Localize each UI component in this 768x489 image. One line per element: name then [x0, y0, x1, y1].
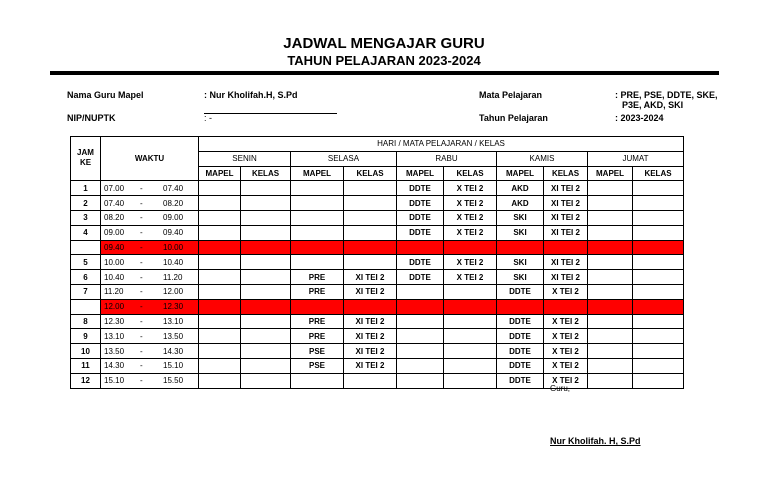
time-end: 14.30	[163, 346, 184, 356]
kelas-cell-kamis: XI TEI 2	[544, 255, 588, 270]
time-start: 08.20	[104, 213, 125, 223]
mapel-cell-senin	[199, 314, 241, 329]
jam-cell: 2	[71, 196, 101, 211]
mapel-cell-selasa	[291, 210, 344, 225]
mapel-cell-kamis: SKI	[497, 210, 544, 225]
kelas-cell-rabu: X TEI 2	[444, 181, 497, 196]
break-cell	[344, 240, 397, 255]
mapel-cell-jumat	[588, 196, 633, 211]
break-cell	[544, 240, 588, 255]
time-end: 11.20	[163, 272, 183, 282]
kelas-cell-rabu: X TEI 2	[444, 255, 497, 270]
break-cell	[199, 240, 241, 255]
kelas-cell-selasa	[344, 373, 397, 388]
time-start: 09.40	[104, 242, 125, 252]
kelas-subheader: KELAS	[544, 166, 588, 181]
break-cell	[497, 299, 544, 314]
mapel-cell-jumat	[588, 255, 633, 270]
kelas-cell-senin	[241, 270, 291, 285]
kelas-cell-selasa: XI TEI 2	[344, 270, 397, 285]
time-end: 15.10	[163, 361, 184, 371]
mapel-cell-rabu: DDTE	[397, 225, 444, 240]
nip-value: : -	[204, 113, 212, 123]
title-divider	[50, 71, 719, 75]
break-row	[71, 240, 684, 255]
jam-cell: 8	[71, 314, 101, 329]
time-separator: -	[140, 242, 143, 252]
time-separator: -	[140, 257, 143, 267]
break-cell	[497, 240, 544, 255]
mapel-cell-rabu: DDTE	[397, 255, 444, 270]
mapel-cell-rabu	[397, 358, 444, 373]
kelas-cell-kamis: X TEI 2	[544, 329, 588, 344]
mapel-cell-kamis: SKI	[497, 225, 544, 240]
break-cell	[291, 299, 344, 314]
mapel-cell-senin	[199, 225, 241, 240]
kelas-cell-kamis: XI TEI 2	[544, 270, 588, 285]
kelas-subheader: KELAS	[444, 166, 497, 181]
break-cell	[199, 299, 241, 314]
day-header-jumat: JUMAT	[588, 151, 684, 166]
table-row	[71, 344, 684, 359]
waktu-cell	[101, 373, 199, 388]
mapel-cell-kamis: AKD	[497, 181, 544, 196]
table-row	[71, 358, 684, 373]
time-separator: -	[140, 361, 143, 371]
mapel-cell-jumat	[588, 344, 633, 359]
waktu-cell	[101, 196, 199, 211]
tahun-label: Tahun Pelajaran	[479, 113, 548, 123]
mapel-cell-selasa: PRE	[291, 284, 344, 299]
kelas-cell-jumat	[633, 196, 684, 211]
time-start: 11.20	[104, 287, 124, 297]
kelas-cell-jumat	[633, 210, 684, 225]
mapel-cell-kamis: AKD	[497, 196, 544, 211]
mapel-cell-rabu	[397, 329, 444, 344]
mapel-cell-senin	[199, 210, 241, 225]
kelas-cell-jumat	[633, 373, 684, 388]
kelas-cell-senin	[241, 344, 291, 359]
jam-cell: 11	[71, 358, 101, 373]
time-end: 10.00	[163, 242, 184, 252]
jam-cell: 10	[71, 344, 101, 359]
kelas-cell-kamis: XI TEI 2	[544, 196, 588, 211]
kelas-cell-selasa	[344, 210, 397, 225]
break-cell	[291, 240, 344, 255]
time-end: 09.40	[163, 228, 184, 238]
mapel-cell-kamis: SKI	[497, 255, 544, 270]
table-row	[71, 255, 684, 270]
kelas-cell-rabu	[444, 314, 497, 329]
mapel-cell-senin	[199, 196, 241, 211]
mapel-subheader: MAPEL	[291, 166, 344, 181]
day-header-senin: SENIN	[199, 151, 291, 166]
time-start: 07.00	[104, 183, 125, 193]
kelas-cell-rabu: X TEI 2	[444, 270, 497, 285]
kelas-cell-selasa	[344, 255, 397, 270]
mapel-cell-selasa: PSE	[291, 358, 344, 373]
waktu-cell	[101, 314, 199, 329]
day-header-kamis: KAMIS	[497, 151, 588, 166]
time-separator: -	[140, 287, 143, 297]
mapel-cell-kamis: DDTE	[497, 314, 544, 329]
waktu-header: WAKTU	[101, 137, 199, 181]
mapel-subheader: MAPEL	[588, 166, 633, 181]
mapel-cell-jumat	[588, 225, 633, 240]
time-start: 13.10	[104, 331, 125, 341]
time-start: 15.10	[104, 376, 125, 386]
mapel-cell-rabu: DDTE	[397, 196, 444, 211]
mapel-cell-kamis: DDTE	[497, 358, 544, 373]
mapel-cell-selasa: PRE	[291, 270, 344, 285]
time-separator: -	[140, 213, 143, 223]
kelas-cell-senin	[241, 358, 291, 373]
waktu-cell	[101, 329, 199, 344]
break-cell	[588, 240, 633, 255]
time-end: 12.00	[163, 287, 184, 297]
table-row	[71, 373, 684, 388]
mapel-cell-senin	[199, 255, 241, 270]
kelas-cell-rabu	[444, 284, 497, 299]
kelas-cell-kamis: XI TEI 2	[544, 210, 588, 225]
kelas-cell-kamis: X TEI 2	[544, 373, 588, 388]
mapel-cell-senin	[199, 270, 241, 285]
break-cell	[241, 240, 291, 255]
mapel-cell-selasa: PRE	[291, 329, 344, 344]
kelas-cell-rabu: X TEI 2	[444, 210, 497, 225]
mapel-subheader: MAPEL	[497, 166, 544, 181]
jam-header: JAM KE	[71, 137, 101, 181]
waktu-cell	[101, 255, 199, 270]
table-row	[71, 284, 684, 299]
waktu-cell	[101, 240, 199, 255]
mapel-cell-jumat	[588, 270, 633, 285]
mapel-cell-senin	[199, 358, 241, 373]
jam-cell: 1	[71, 181, 101, 196]
mapel-cell-jumat	[588, 373, 633, 388]
mapel-cell-jumat	[588, 329, 633, 344]
mapel-cell-kamis: DDTE	[497, 344, 544, 359]
time-start: 10.40	[104, 272, 125, 282]
mapel-cell-senin	[199, 284, 241, 299]
kelas-cell-senin	[241, 329, 291, 344]
time-separator: -	[140, 346, 143, 356]
kelas-subheader: KELAS	[344, 166, 397, 181]
waktu-cell	[101, 358, 199, 373]
waktu-cell	[101, 299, 199, 314]
kelas-cell-jumat	[633, 329, 684, 344]
mapel-cell-selasa	[291, 255, 344, 270]
kelas-cell-selasa: XI TEI 2	[344, 329, 397, 344]
kelas-cell-rabu	[444, 358, 497, 373]
waktu-cell	[101, 210, 199, 225]
kelas-cell-rabu	[444, 344, 497, 359]
time-start: 13.50	[104, 346, 125, 356]
table-row	[71, 270, 684, 285]
mapel-cell-selasa: PSE	[291, 344, 344, 359]
time-separator: -	[140, 331, 143, 341]
mapel-value-line1: : PRE, PSE, DDTE, SKE,	[615, 90, 718, 100]
jam-cell	[71, 299, 101, 314]
mapel-cell-rabu: DDTE	[397, 270, 444, 285]
day-header-rabu: RABU	[397, 151, 497, 166]
hari-header: HARI / MATA PELAJARAN / KELAS	[199, 137, 684, 152]
mapel-cell-senin	[199, 373, 241, 388]
jam-cell: 7	[71, 284, 101, 299]
mapel-cell-rabu	[397, 344, 444, 359]
schedule-table	[70, 136, 684, 389]
mapel-cell-senin	[199, 344, 241, 359]
mapel-cell-senin	[199, 181, 241, 196]
table-row	[71, 225, 684, 240]
break-cell	[241, 299, 291, 314]
mapel-cell-kamis: DDTE	[497, 284, 544, 299]
kelas-cell-jumat	[633, 358, 684, 373]
mapel-cell-jumat	[588, 210, 633, 225]
break-cell	[633, 299, 684, 314]
kelas-cell-selasa: XI TEI 2	[344, 284, 397, 299]
kelas-cell-rabu	[444, 373, 497, 388]
kelas-cell-senin	[241, 210, 291, 225]
signature-name: Nur Kholifah. H, S.Pd	[550, 436, 641, 446]
kelas-cell-rabu	[444, 329, 497, 344]
jam-cell: 9	[71, 329, 101, 344]
jam-cell: 12	[71, 373, 101, 388]
kelas-cell-kamis: X TEI 2	[544, 284, 588, 299]
kelas-cell-senin	[241, 314, 291, 329]
break-cell	[344, 299, 397, 314]
time-separator: -	[140, 376, 143, 386]
time-end: 12.30	[163, 302, 184, 312]
mapel-label: Mata Pelajaran	[479, 90, 543, 100]
tahun-value: : 2023-2024	[615, 113, 664, 123]
mapel-cell-senin	[199, 329, 241, 344]
mapel-cell-jumat	[588, 314, 633, 329]
mapel-subheader: MAPEL	[199, 166, 241, 181]
mapel-cell-rabu	[397, 314, 444, 329]
kelas-cell-senin	[241, 373, 291, 388]
mapel-cell-rabu: DDTE	[397, 181, 444, 196]
time-separator: -	[140, 272, 143, 282]
time-separator: -	[140, 183, 143, 193]
mapel-value-line2: P3E, AKD, SKI	[622, 100, 684, 110]
mapel-cell-selasa	[291, 181, 344, 196]
kelas-cell-rabu: X TEI 2	[444, 225, 497, 240]
kelas-cell-kamis: XI TEI 2	[544, 225, 588, 240]
kelas-subheader: KELAS	[633, 166, 684, 181]
mapel-cell-jumat	[588, 358, 633, 373]
waktu-cell	[101, 181, 199, 196]
table-row	[71, 181, 684, 196]
kelas-cell-jumat	[633, 181, 684, 196]
kelas-cell-rabu: X TEI 2	[444, 196, 497, 211]
kelas-cell-jumat	[633, 344, 684, 359]
time-end: 08.20	[163, 198, 184, 208]
kelas-cell-jumat	[633, 255, 684, 270]
table-row	[71, 196, 684, 211]
time-end: 10.40	[163, 257, 184, 267]
day-header-selasa: SELASA	[291, 151, 397, 166]
time-separator: -	[140, 316, 143, 326]
mapel-cell-kamis: DDTE	[497, 373, 544, 388]
mapel-cell-jumat	[588, 181, 633, 196]
time-separator: -	[140, 198, 143, 208]
break-cell	[397, 240, 444, 255]
kelas-cell-selasa	[344, 225, 397, 240]
kelas-cell-selasa	[344, 181, 397, 196]
mapel-cell-selasa	[291, 373, 344, 388]
kelas-cell-senin	[241, 196, 291, 211]
table-row	[71, 314, 684, 329]
time-end: 13.10	[163, 316, 184, 326]
time-end: 07.40	[163, 183, 184, 193]
mapel-cell-rabu	[397, 284, 444, 299]
waktu-cell	[101, 270, 199, 285]
mapel-cell-selasa: PRE	[291, 314, 344, 329]
kelas-cell-jumat	[633, 225, 684, 240]
kelas-cell-selasa: XI TEI 2	[344, 358, 397, 373]
mapel-cell-rabu	[397, 373, 444, 388]
break-row	[71, 299, 684, 314]
kelas-cell-kamis: X TEI 2	[544, 344, 588, 359]
time-start: 07.40	[104, 198, 125, 208]
break-cell	[444, 299, 497, 314]
kelas-subheader: KELAS	[241, 166, 291, 181]
kelas-cell-senin	[241, 255, 291, 270]
time-separator: -	[140, 302, 143, 312]
mapel-subheader: MAPEL	[397, 166, 444, 181]
break-cell	[397, 299, 444, 314]
mapel-cell-rabu: DDTE	[397, 210, 444, 225]
kelas-cell-kamis: X TEI 2	[544, 358, 588, 373]
jam-cell: 3	[71, 210, 101, 225]
mapel-cell-jumat	[588, 284, 633, 299]
kelas-cell-jumat	[633, 284, 684, 299]
kelas-cell-jumat	[633, 314, 684, 329]
table-row	[71, 210, 684, 225]
jam-cell	[71, 240, 101, 255]
break-cell	[633, 240, 684, 255]
kelas-cell-kamis: X TEI 2	[544, 314, 588, 329]
jam-cell: 4	[71, 225, 101, 240]
time-start: 09.00	[104, 228, 125, 238]
time-end: 09.00	[163, 213, 184, 223]
waktu-cell	[101, 225, 199, 240]
waktu-cell	[101, 284, 199, 299]
nip-label: NIP/NUPTK	[67, 113, 116, 123]
time-end: 15.50	[163, 376, 184, 386]
nama-label: Nama Guru Mapel	[67, 90, 144, 100]
kelas-cell-jumat	[633, 270, 684, 285]
kelas-cell-senin	[241, 284, 291, 299]
break-cell	[544, 299, 588, 314]
kelas-cell-senin	[241, 225, 291, 240]
kelas-cell-selasa: XI TEI 2	[344, 314, 397, 329]
nama-value: : Nur Kholifah.H, S.Pd	[204, 90, 298, 100]
page-title: JADWAL MENGAJAR GURU	[283, 35, 485, 52]
kelas-cell-selasa	[344, 196, 397, 211]
page-subtitle: TAHUN PELAJARAN 2023-2024	[287, 53, 481, 68]
mapel-cell-selasa	[291, 225, 344, 240]
jam-cell: 5	[71, 255, 101, 270]
kelas-cell-selasa: XI TEI 2	[344, 344, 397, 359]
break-cell	[588, 299, 633, 314]
jam-cell: 6	[71, 270, 101, 285]
break-cell	[444, 240, 497, 255]
time-start: 12.30	[104, 316, 125, 326]
nama-underline	[204, 113, 337, 114]
signature-label: Guru,	[550, 384, 571, 393]
time-start: 12.00	[104, 302, 125, 312]
time-start: 14.30	[104, 361, 125, 371]
time-separator: -	[140, 228, 143, 238]
kelas-cell-senin	[241, 181, 291, 196]
waktu-cell	[101, 344, 199, 359]
table-row	[71, 329, 684, 344]
mapel-cell-kamis: SKI	[497, 270, 544, 285]
mapel-cell-kamis: DDTE	[497, 329, 544, 344]
time-end: 13.50	[163, 331, 184, 341]
kelas-cell-kamis: XI TEI 2	[544, 181, 588, 196]
time-start: 10.00	[104, 257, 125, 267]
mapel-cell-selasa	[291, 196, 344, 211]
